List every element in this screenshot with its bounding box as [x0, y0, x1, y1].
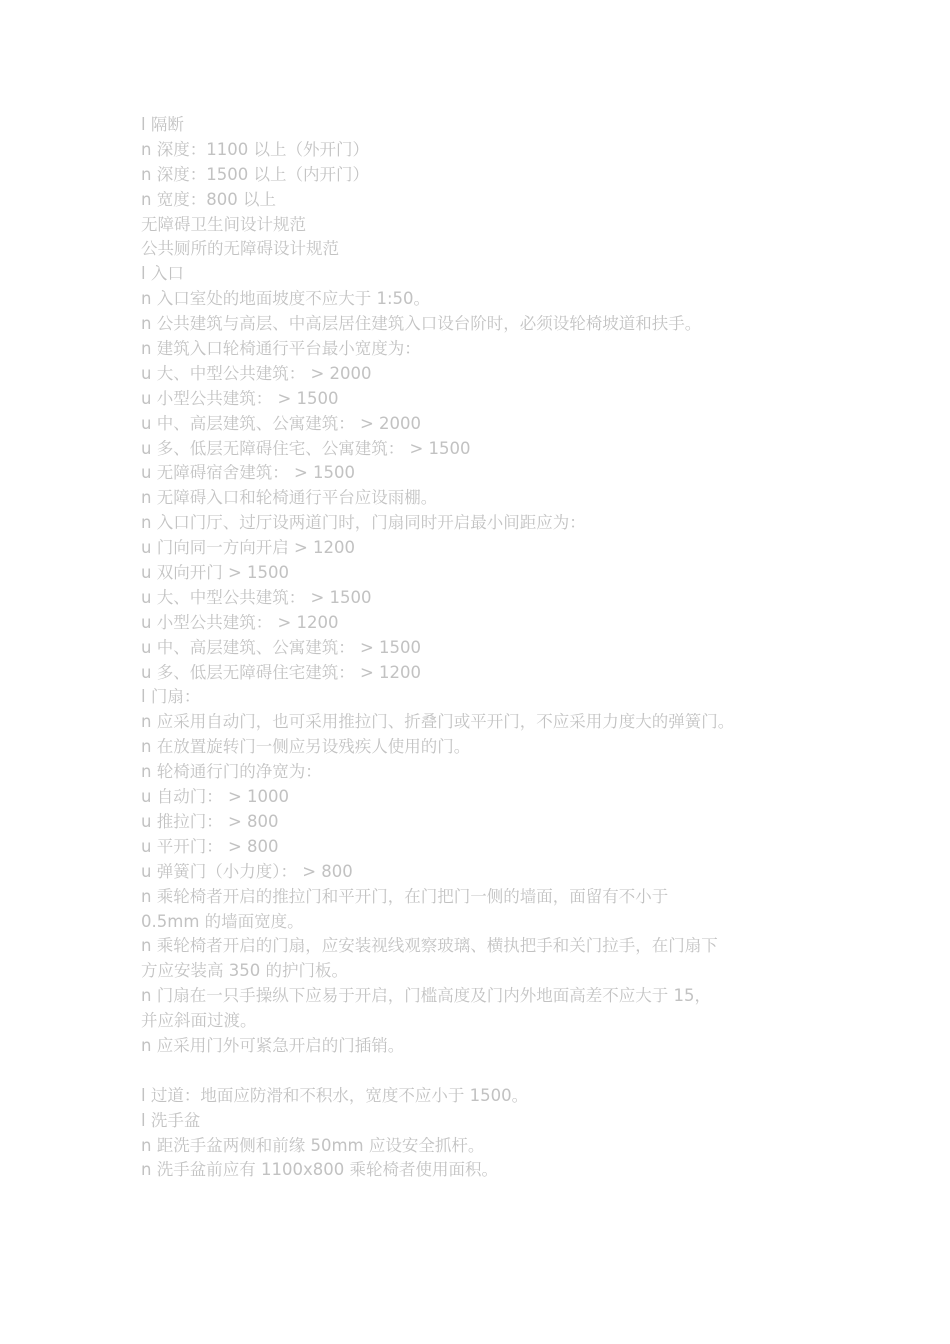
text-line: u 多、低层无障碍住宅建筑： > 1200: [141, 662, 422, 682]
text-line: n 建筑入口轮椅通行平台最小宽度为：: [141, 339, 421, 359]
text-line: u 大、中型公共建筑： > 1500: [141, 587, 372, 607]
text-line: n 无障碍入口和轮椅通行平台应设雨棚。: [141, 488, 438, 508]
text-line: n 乘轮椅者开启的门扇，应安装视线观察玻璃、横执把手和关门拉手，在门扇下: [141, 936, 718, 956]
text-line: u 平开门： > 800: [141, 836, 279, 856]
text-line: n 轮椅通行门的净宽为：: [141, 762, 322, 782]
text-line: n 门扇在一只手操纵下应易于开启，门槛高度及门内外地面高差不应大于 15，: [141, 986, 711, 1006]
text-line: u 中、高层建筑、公寓建筑： > 2000: [141, 413, 422, 433]
text-line: n 应采用门外可紧急开启的门插销。: [141, 1035, 405, 1055]
document-body: [141, 113, 841, 1183]
section-heading-washbasin: l 洗手盆: [141, 1110, 201, 1130]
text-line: u 弹簧门（小力度）： > 800: [141, 861, 353, 881]
text-line: u 门向同一方向开启 > 1200: [141, 538, 356, 558]
text-line: n 距洗手盆两侧和前缘 50mm 应设安全抓杆。: [141, 1135, 485, 1155]
text-line: n 在放置旋转门一侧应另设残疾人使用的门。: [141, 737, 471, 757]
text-line: u 小型公共建筑： > 1200: [141, 612, 339, 632]
text-line: n 入口室处的地面坡度不应大于 1:50。: [141, 289, 430, 309]
text-line: u 推拉门： > 800: [141, 811, 279, 831]
text-line: n 深度：1100 以上（外开门）: [141, 139, 369, 159]
document-subtitle: 公共厕所的无障碍设计规范: [141, 239, 339, 259]
blank-line: [141, 1059, 841, 1084]
text-line: 方应安装高 350 的护门板。: [141, 961, 348, 981]
text-line: u 多、低层无障碍住宅、公寓建筑： > 1500: [141, 438, 471, 458]
text-line: u 无障碍宿舍建筑： > 1500: [141, 463, 356, 483]
text-line: n 入口门厅、过厅设两道门时，门扇同时开启最小间距应为：: [141, 513, 586, 533]
section-heading-partition: l 隔断: [141, 115, 184, 134]
text-line: n 乘轮椅者开启的推拉门和平开门，在门把门一侧的墙面，面留有不小于: [141, 886, 669, 906]
text-line: n 洗手盆前应有 1100x800 乘轮椅者使用面积。: [141, 1160, 498, 1180]
section-heading-entrance: l 入口: [141, 264, 184, 284]
text-line: u 中、高层建筑、公寓建筑： > 1500: [141, 637, 422, 657]
text-line: 并应斜面过渡。: [141, 1011, 257, 1031]
text-line: n 应采用自动门，也可采用推拉门、折叠门或平开门，不应采用力度大的弹簧门。: [141, 712, 735, 732]
section-heading-door-leaf: l 门扇：: [141, 687, 201, 707]
text-line: u 双向开门 > 1500: [141, 563, 290, 583]
text-line: n 深度：1500 以上（内开门）: [141, 164, 369, 184]
text-line: u 小型公共建筑： > 1500: [141, 388, 339, 408]
text-line: u 大、中型公共建筑： > 2000: [141, 363, 372, 383]
section-heading-corridor: l 过道：地面应防滑和不积水，宽度不应小于 1500。: [141, 1085, 529, 1105]
text-line: u 自动门： > 1000: [141, 787, 290, 807]
text-line: n 公共建筑与高层、中高层居住建筑入口设台阶时，必须设轮椅坡道和扶手。: [141, 314, 702, 334]
text-line: 0.5mm 的墙面宽度。: [141, 911, 304, 931]
document-title: 无障碍卫生间设计规范: [141, 214, 306, 234]
text-line: n 宽度：800 以上: [141, 189, 276, 209]
